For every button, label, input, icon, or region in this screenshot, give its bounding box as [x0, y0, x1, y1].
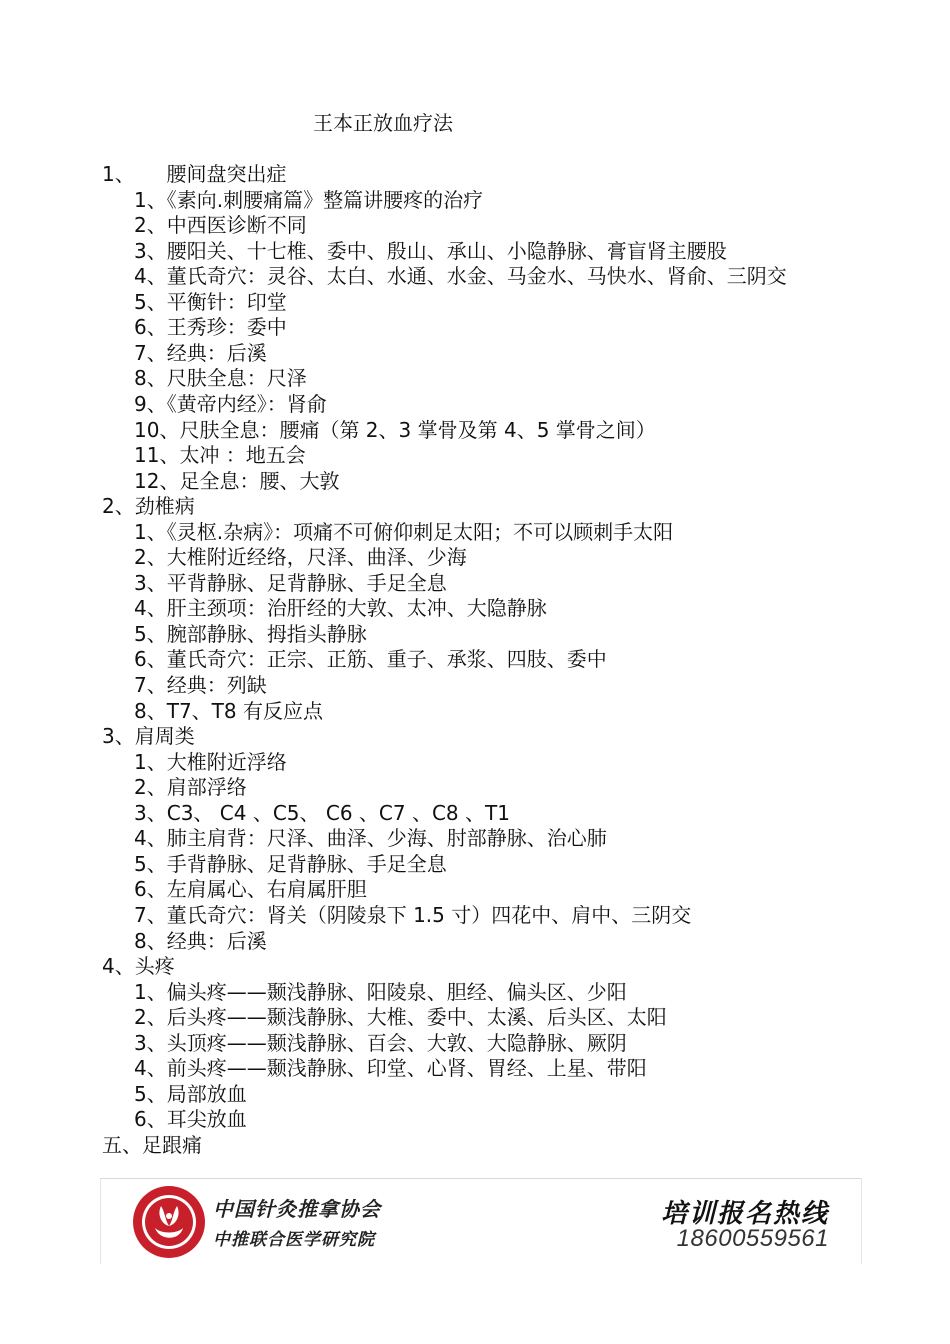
list-item: 8、尺肤全息：尺泽	[134, 366, 307, 390]
list-item: 11、太冲 ：地五会	[134, 443, 306, 467]
list-item: 1、《素向.刺腰痛篇》整篇讲腰疼的治疗	[134, 188, 484, 212]
list-item: 9、《黄帝内经》：肾俞	[134, 392, 327, 416]
list-item: 5、腕部静脉、拇指头静脉	[134, 622, 367, 646]
list-item: 2、中西医诊断不同	[134, 213, 307, 237]
list-item: 6、王秀珍：委中	[134, 315, 287, 339]
list-item: 5、局部放血	[134, 1082, 247, 1106]
list-item: 8、T7、T8 有反应点	[134, 699, 323, 723]
page-title: 王本正放血疗法	[313, 111, 453, 135]
org-name-line2: 中推联合医学研究院	[213, 1230, 375, 1250]
section-heading: 1、 腰间盘突出症	[102, 162, 287, 186]
list-item: 5、手背静脉、足背静脉、手足全息	[134, 852, 447, 876]
list-item: 4、肝主颈项：治肝经的大敦、太冲、大隐静脉	[134, 596, 547, 620]
list-item: 2、大椎附近经络，尺泽、曲泽、少海	[134, 545, 467, 569]
list-item: 10、尺肤全息：腰痛（第 2、3 掌骨及第 4、5 掌骨之间）	[134, 418, 656, 442]
hotline-label: 培训报名热线	[660, 1199, 829, 1229]
list-item: 3、头顶疼——颞浅静脉、百会、大敦、大隐静脉、厥阴	[134, 1031, 627, 1055]
list-item: 3、腰阳关、十七椎、委中、殷山、承山、小隐静脉、膏盲肾主腰股	[134, 239, 727, 263]
section-heading: 3、肩周类	[102, 724, 195, 748]
list-item: 5、平衡针：印堂	[134, 290, 287, 314]
list-item: 1、偏头疼——颞浅静脉、阳陵泉、胆经、偏头区、少阳	[134, 980, 627, 1004]
list-item: 2、肩部浮络	[134, 775, 247, 799]
list-item: 7、经典：后溪	[134, 341, 267, 365]
list-item: 3、平背静脉、足背静脉、手足全息	[134, 571, 447, 595]
list-item: 6、董氏奇穴：正宗、正筋、重子、承浆、四肢、委中	[134, 647, 607, 671]
list-item: 6、左肩属心、右肩属肝胆	[134, 877, 367, 901]
association-logo-icon	[131, 1184, 207, 1260]
list-item: 7、经典：列缺	[134, 673, 267, 697]
list-item: 3、C3、 C4 、C5、 C6 、C7 、C8 、T1	[134, 801, 510, 825]
list-item: 4、董氏奇穴：灵谷、太白、水通、水金、马金水、马快水、肾俞、三阴交	[134, 264, 787, 288]
list-item: 6、耳尖放血	[134, 1107, 247, 1131]
list-item: 1、《灵枢.杂病》：项痛不可俯仰刺足太阳；不可以顾刺手太阳	[134, 520, 674, 544]
list-item: 2、后头疼——颞浅静脉、大椎、委中、太溪、后头区、太阳	[134, 1005, 667, 1029]
list-item: 1、大椎附近浮络	[134, 750, 287, 774]
org-name-line1: 中国针灸推拿协会	[213, 1197, 381, 1221]
section-heading: 2、劲椎病	[102, 494, 195, 518]
list-item: 4、前头疼——颞浅静脉、印堂、心肾、胃经、上星、带阳	[134, 1056, 647, 1080]
section-heading: 五、足跟痛	[102, 1133, 202, 1157]
hotline-phone: 18600559561	[676, 1225, 829, 1252]
list-item: 12、足全息：腰、大敦	[134, 469, 340, 493]
list-item: 4、肺主肩背：尺泽、曲泽、少海、肘部静脉、治心肺	[134, 826, 607, 850]
list-item: 8、经典：后溪	[134, 929, 267, 953]
footer-banner	[100, 1178, 862, 1264]
list-item: 7、董氏奇穴：肾关（阴陵泉下 1.5 寸）四花中、肩中、三阴交	[134, 903, 692, 927]
section-heading: 4、头疼	[102, 954, 175, 978]
